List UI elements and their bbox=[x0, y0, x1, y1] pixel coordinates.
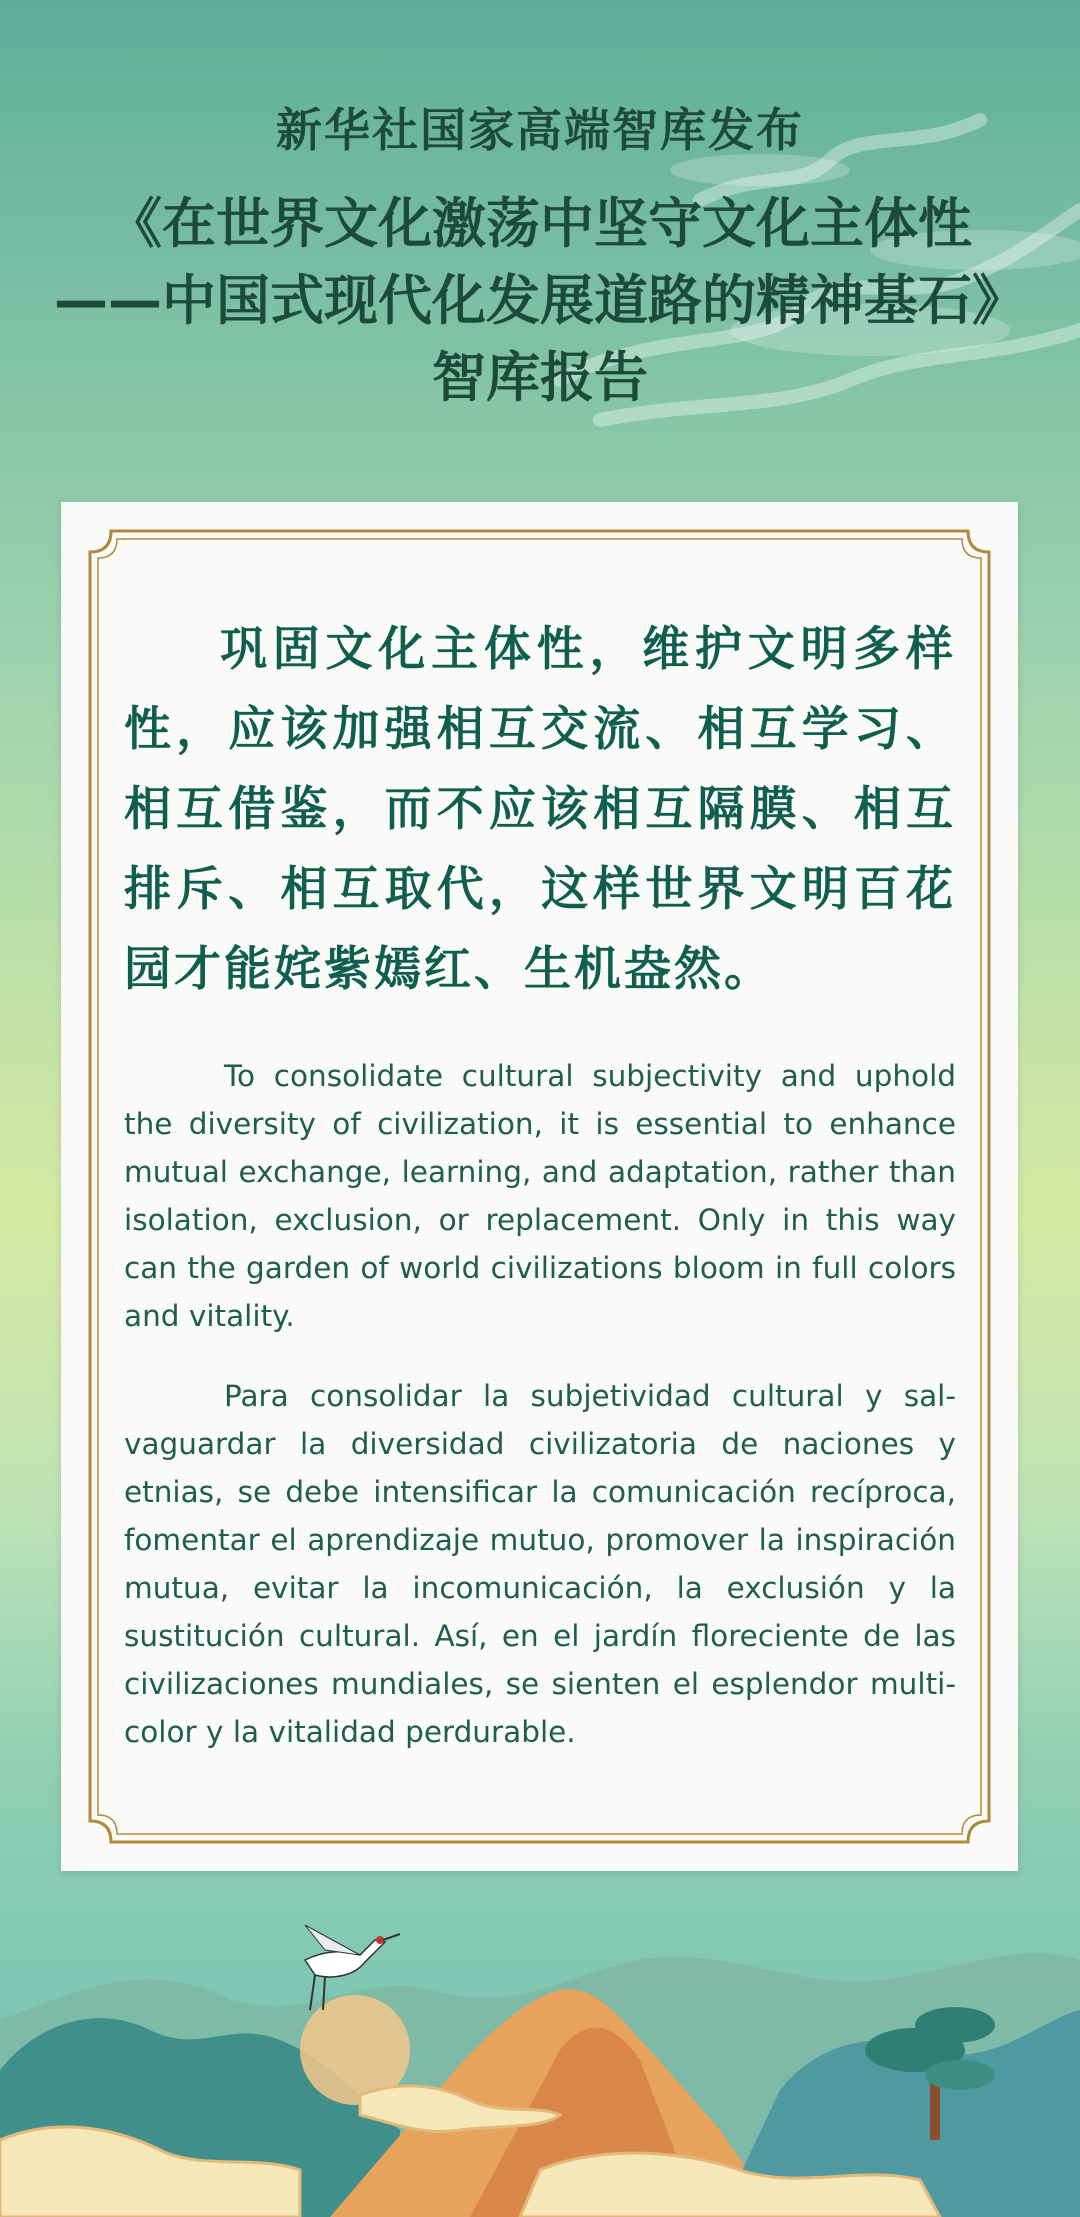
chinese-quote: 巩固文化主体性，维护文明多样性，应该加强相互交流、相互学习、相互借鉴，而不应该相互隔膜、相互排斥、相互取代，这样世界文明百花园才能姹紫嫣红、生机盎然。 bbox=[124, 622, 956, 997]
report-title-line-3: 智库报告 bbox=[432, 346, 648, 409]
spanish-quote: Para consolidar la subjetividad cultural y salvaguardar la diversidad civilizatoria de naciones y etnias, se debe intensificar la comunicación recíproca, fomentar el aprendizaje mutuo, promover la inspiración mutua, evitar la incomunicación, la exclusión y la sustitución cultural. Así, en el jardín floreciente de las civilizaciones mundiales, se sienten el esplendor multicolor y la vitalidad perdurable. bbox=[124, 1379, 956, 1749]
report-title-line-2: ——中国式现代化发展道路的精神基石》 bbox=[54, 269, 1026, 332]
quote-content bbox=[124, 610, 956, 1756]
publisher-line: 新华社国家高端智库发布 bbox=[276, 103, 804, 157]
landscape-illustration bbox=[0, 1900, 1080, 2217]
report-title-line-1: 《在世界文化激荡中坚守文化主体性 bbox=[108, 192, 972, 255]
header bbox=[0, 95, 1080, 416]
english-quote: To consolidate cultural subjectivity and uphold the diversity of civilization, it is essential to enhance mutual exchange, learning, and adaptation, rather than isolation, exclusion, or replacement. Only in this way can the garden of world civilizations bloom in full colors and vitality. bbox=[124, 1059, 956, 1333]
